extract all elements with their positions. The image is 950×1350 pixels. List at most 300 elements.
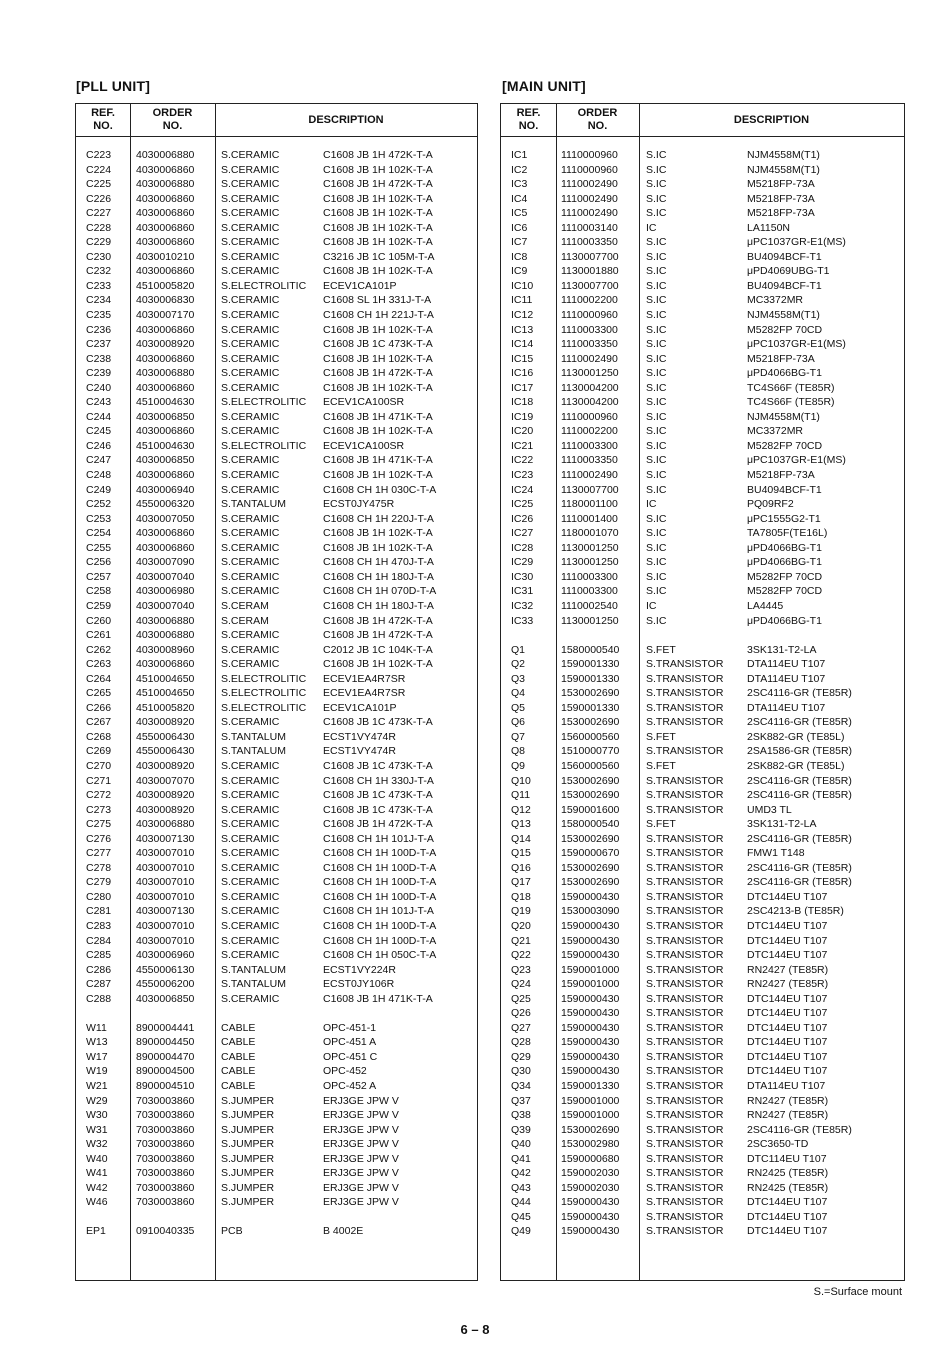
part-number-cell: C1608 JB 1C 473K-T-A bbox=[323, 789, 433, 802]
order-no-cell: 4030006940 bbox=[136, 483, 195, 496]
ref-no-cell: C259 bbox=[86, 599, 112, 612]
type-cell: S.IC bbox=[646, 163, 667, 176]
type-cell: S.TRANSISTOR bbox=[646, 861, 724, 874]
order-no-cell: 4030006850 bbox=[136, 454, 195, 467]
type-cell: S.TRANSISTOR bbox=[646, 1080, 724, 1092]
table-row bbox=[76, 759, 477, 774]
order-no-cell: 8900004441 bbox=[136, 1021, 195, 1034]
part-number-cell: OPC-451 A bbox=[323, 1036, 377, 1049]
ref-no-cell: Q11 bbox=[511, 789, 531, 802]
table-row bbox=[501, 1181, 904, 1196]
order-no-cell: 1590000430 bbox=[561, 992, 620, 1005]
type-cell: S.JUMPER bbox=[221, 1181, 275, 1194]
order-no-cell: 1580000540 bbox=[561, 818, 620, 831]
ref-no-cell: IC5 bbox=[511, 207, 528, 220]
ref-no-cell: C278 bbox=[86, 861, 112, 874]
part-number-cell: DTC144EU T107 bbox=[747, 1021, 828, 1034]
ref-no-cell: Q29 bbox=[511, 1050, 531, 1063]
table-row bbox=[76, 788, 477, 803]
part-number-cell: μPC1555G2-T1 bbox=[747, 512, 821, 525]
order-no-cell: 4030007040 bbox=[136, 570, 195, 583]
order-no-cell: 4550006430 bbox=[136, 745, 195, 758]
ref-no-cell: C245 bbox=[86, 425, 112, 438]
order-no-cell: 1110002200 bbox=[561, 425, 618, 438]
part-number-cell: 2SC4116-GR (TE85R) bbox=[747, 1123, 852, 1136]
table-row bbox=[501, 555, 904, 570]
table-row bbox=[76, 468, 477, 483]
table-row bbox=[501, 1166, 904, 1181]
table-row bbox=[76, 934, 477, 949]
table-row bbox=[501, 148, 904, 163]
order-no-cell: 4030006860 bbox=[136, 192, 195, 205]
type-cell: S.CERAMIC bbox=[221, 847, 280, 860]
ref-no-cell: IC18 bbox=[511, 396, 534, 409]
type-cell: S.CERAMIC bbox=[221, 367, 280, 380]
order-no-cell: 1130007700 bbox=[561, 250, 619, 263]
part-number-cell: C1608 JB 1H 102K-T-A bbox=[323, 541, 433, 554]
type-cell: S.TRANSISTOR bbox=[646, 1007, 724, 1020]
part-number-cell: M5218FP-73A bbox=[747, 192, 815, 205]
ref-no-cell: Q9 bbox=[511, 759, 526, 772]
table-row bbox=[501, 628, 904, 643]
part-number-cell: DTA114EU T107 bbox=[747, 672, 826, 685]
type-cell: S.CERAMIC bbox=[221, 250, 280, 263]
ref-no-cell: C255 bbox=[86, 541, 112, 554]
part-number-cell: ECEV1CA100SR bbox=[323, 396, 405, 409]
part-number-cell: ECEV1CA100SR bbox=[323, 439, 405, 452]
order-no-cell: 4030006830 bbox=[136, 294, 195, 307]
ref-no-cell: Q18 bbox=[511, 890, 531, 903]
part-number-cell: C1608 CH 1H 100D-T-A bbox=[323, 934, 437, 947]
main-unit-title: [MAIN UNIT] bbox=[502, 78, 586, 94]
type-cell: S.CERAMIC bbox=[221, 381, 280, 394]
ref-no-cell: C264 bbox=[86, 672, 112, 685]
order-no-cell: 1590001000 bbox=[561, 1109, 620, 1122]
table-row bbox=[501, 1224, 904, 1239]
order-no-cell: 4030006860 bbox=[136, 163, 195, 176]
type-cell: S.CERAMIC bbox=[221, 149, 280, 161]
type-cell: S.CERAMIC bbox=[221, 236, 280, 249]
order-no-cell: 1130001250 bbox=[561, 614, 619, 627]
order-no-cell: 1110001400 bbox=[561, 512, 618, 525]
order-no-cell: 1110000960 bbox=[561, 410, 618, 423]
order-no-cell: 1110002490 bbox=[561, 207, 618, 220]
type-cell: S.IC bbox=[646, 570, 667, 583]
order-no-cell: 1110003350 bbox=[561, 454, 618, 467]
ref-no-cell: Q41 bbox=[511, 1152, 531, 1165]
part-number-cell: C2012 JB 1C 104K-T-A bbox=[323, 643, 433, 656]
table-row bbox=[501, 352, 904, 367]
part-number-cell: DTC144EU T107 bbox=[747, 890, 828, 903]
type-cell: S.FET bbox=[646, 818, 676, 831]
table-row bbox=[76, 366, 477, 381]
ref-no-cell: Q24 bbox=[511, 978, 531, 991]
table-row bbox=[501, 526, 904, 541]
ref-no-cell: C266 bbox=[86, 701, 112, 714]
type-cell: S.TRANSISTOR bbox=[646, 1167, 724, 1180]
ref-no-cell: IC3 bbox=[511, 178, 528, 191]
type-cell: S.CERAMIC bbox=[221, 759, 280, 772]
ref-no-cell: IC27 bbox=[511, 527, 534, 540]
order-no-cell: 4030007050 bbox=[136, 512, 195, 525]
order-no-cell: 1110002490 bbox=[561, 178, 618, 191]
table-row bbox=[76, 323, 477, 338]
part-number-cell: ERJ3GE JPW V bbox=[323, 1094, 399, 1107]
type-cell: S.IC bbox=[646, 294, 667, 307]
order-no-cell: 1590002030 bbox=[561, 1181, 620, 1194]
order-no-cell: 1530002690 bbox=[561, 861, 620, 874]
order-no-cell: 1530002690 bbox=[561, 1123, 620, 1136]
part-number-cell: 2SC4116-GR (TE85R) bbox=[747, 861, 852, 874]
part-number-cell: C1608 JB 1H 102K-T-A bbox=[323, 163, 433, 176]
ref-no-cell: IC21 bbox=[511, 439, 534, 452]
table-row bbox=[76, 1210, 477, 1225]
ref-no-cell: Q20 bbox=[511, 919, 531, 932]
part-number-cell: M5282FP 70CD bbox=[747, 323, 823, 336]
type-cell: S.IC bbox=[646, 396, 667, 409]
type-cell: IC bbox=[646, 599, 657, 612]
order-no-cell: 1130004200 bbox=[561, 381, 619, 394]
ref-no-cell: Q45 bbox=[511, 1210, 531, 1223]
type-cell: S.TRANSISTOR bbox=[646, 1181, 724, 1194]
ref-no-cell: C271 bbox=[86, 774, 112, 787]
part-number-cell: RN2427 (TE85R) bbox=[747, 1094, 829, 1107]
table-row bbox=[76, 817, 477, 832]
table-row bbox=[76, 483, 477, 498]
order-no-cell: 4510005820 bbox=[136, 701, 195, 714]
part-number-cell: C1608 CH 1H 100D-T-A bbox=[323, 919, 437, 932]
order-no-cell: 1110000960 bbox=[561, 309, 618, 322]
table-row bbox=[501, 934, 904, 949]
part-number-cell: RN2427 (TE85R) bbox=[747, 963, 829, 976]
table-row bbox=[501, 512, 904, 527]
ref-no-cell: C253 bbox=[86, 512, 112, 525]
ref-no-cell: W40 bbox=[86, 1152, 108, 1165]
ref-no-cell: IC14 bbox=[511, 338, 534, 351]
order-no-cell: 1110003300 bbox=[561, 570, 618, 583]
ref-no-cell: Q13 bbox=[511, 818, 531, 831]
type-cell: S.IC bbox=[646, 323, 667, 336]
order-no-cell: 1580000540 bbox=[561, 643, 620, 656]
order-no-cell: 4550006130 bbox=[136, 963, 195, 976]
type-cell: S.FET bbox=[646, 759, 676, 772]
ref-no-cell: Q7 bbox=[511, 730, 526, 743]
part-number-cell: μPD4066BG-T1 bbox=[747, 367, 822, 380]
ref-no-cell: IC31 bbox=[511, 585, 534, 598]
type-cell: S.CERAMIC bbox=[221, 178, 280, 191]
ref-no-cell: IC4 bbox=[511, 192, 528, 205]
type-cell: S.CERAMIC bbox=[221, 861, 280, 874]
table-row bbox=[501, 1006, 904, 1021]
ref-no-cell: W46 bbox=[86, 1196, 108, 1209]
order-no-cell: 4030007010 bbox=[136, 861, 195, 874]
ref-no-cell: C280 bbox=[86, 890, 112, 903]
type-cell: S.ELECTROLITIC bbox=[221, 701, 307, 714]
table-row bbox=[501, 832, 904, 847]
table-row bbox=[501, 453, 904, 468]
order-no-cell: 1590001330 bbox=[561, 658, 620, 671]
order-no-cell: 1110003300 bbox=[561, 585, 618, 598]
ref-no-cell: IC8 bbox=[511, 250, 528, 263]
type-cell: S.CERAMIC bbox=[221, 803, 280, 816]
page-number: 6 – 8 bbox=[460, 1322, 490, 1337]
type-cell: S.CERAMIC bbox=[221, 643, 280, 656]
ref-no-cell: IC2 bbox=[511, 163, 528, 176]
type-cell: S.CERAMIC bbox=[221, 818, 280, 831]
order-no-cell: 1590000430 bbox=[561, 919, 620, 932]
order-no-header: ORDER NO. bbox=[152, 107, 193, 132]
type-cell: S.CERAMIC bbox=[221, 934, 280, 947]
table-row bbox=[501, 1064, 904, 1079]
part-number-cell: C1608 JB 1H 102K-T-A bbox=[323, 527, 433, 540]
part-number-cell: RN2425 (TE85R) bbox=[747, 1181, 829, 1194]
table-row bbox=[76, 584, 477, 599]
part-number-cell: RN2425 (TE85R) bbox=[747, 1167, 829, 1180]
table-row bbox=[76, 526, 477, 541]
type-cell: S.TANTALUM bbox=[221, 978, 286, 991]
table-row bbox=[501, 1021, 904, 1036]
order-no-cell: 1110002490 bbox=[561, 192, 618, 205]
ref-no-cell: Q16 bbox=[511, 861, 531, 874]
ref-no-cell: C288 bbox=[86, 992, 112, 1005]
part-number-cell: DTC144EU T107 bbox=[747, 1065, 828, 1078]
type-cell: S.ELECTROLITIC bbox=[221, 687, 307, 700]
ref-no-cell: C234 bbox=[86, 294, 112, 307]
type-cell: CABLE bbox=[221, 1080, 256, 1092]
type-cell: S.CERAMIC bbox=[221, 905, 280, 918]
table-row bbox=[501, 192, 904, 207]
table-row bbox=[501, 337, 904, 352]
type-cell: S.CERAM bbox=[221, 599, 269, 612]
type-cell: S.TRANSISTOR bbox=[646, 919, 724, 932]
order-no-cell: 4030006860 bbox=[136, 541, 195, 554]
order-no-cell: 4030007010 bbox=[136, 919, 195, 932]
part-number-cell: PQ09RF2 bbox=[747, 498, 794, 511]
part-number-cell: NJM4558M(T1) bbox=[747, 163, 820, 176]
order-no-cell: 1110000960 bbox=[561, 149, 618, 161]
type-cell: S.TRANSISTOR bbox=[646, 934, 724, 947]
table-row bbox=[76, 861, 477, 876]
order-no-cell: 4030007010 bbox=[136, 847, 195, 860]
table-row bbox=[76, 977, 477, 992]
type-cell: S.CERAMIC bbox=[221, 221, 280, 234]
ref-no-cell: C263 bbox=[86, 658, 112, 671]
order-no-cell: 1590000430 bbox=[561, 949, 620, 962]
table-row bbox=[501, 541, 904, 556]
order-no-cell: 1590000680 bbox=[561, 1152, 620, 1165]
type-cell: S.CERAMIC bbox=[221, 410, 280, 423]
part-number-cell: ERJ3GE JPW V bbox=[323, 1181, 399, 1194]
type-cell: S.ELECTROLITIC bbox=[221, 439, 307, 452]
order-no-cell: 4030008920 bbox=[136, 789, 195, 802]
ref-no-cell: Q10 bbox=[511, 774, 531, 787]
part-number-cell: C1608 CH 1H 180J-T-A bbox=[323, 599, 434, 612]
order-no-cell: 4510004650 bbox=[136, 687, 195, 700]
order-no-cell: 4030006880 bbox=[136, 149, 195, 161]
type-cell: S.CERAMIC bbox=[221, 585, 280, 598]
type-cell: S.IC bbox=[646, 250, 667, 263]
type-cell: S.IC bbox=[646, 410, 667, 423]
part-number-cell: RN2427 (TE85R) bbox=[747, 1109, 829, 1122]
table-row bbox=[501, 497, 904, 512]
part-number-cell: MC3372MR bbox=[747, 425, 804, 438]
part-number-cell: C1608 CH 1H 030C-T-A bbox=[323, 483, 437, 496]
type-cell: S.JUMPER bbox=[221, 1094, 275, 1107]
ref-no-cell: C237 bbox=[86, 338, 112, 351]
type-cell: S.JUMPER bbox=[221, 1167, 275, 1180]
ref-no-cell: C239 bbox=[86, 367, 112, 380]
ref-no-cell: IC24 bbox=[511, 483, 534, 496]
order-no-cell: 1590000430 bbox=[561, 1021, 620, 1034]
order-no-cell: 4510004630 bbox=[136, 396, 195, 409]
order-no-cell: 4030007130 bbox=[136, 905, 195, 918]
ref-no-cell: IC33 bbox=[511, 614, 534, 627]
table-row bbox=[76, 1064, 477, 1079]
ref-no-cell: C243 bbox=[86, 396, 112, 409]
table-row bbox=[76, 1152, 477, 1167]
order-no-cell: 4510004630 bbox=[136, 439, 195, 452]
part-number-cell: TA7805F(TE16L) bbox=[747, 527, 828, 540]
type-cell: S.TRANSISTOR bbox=[646, 687, 724, 700]
order-no-cell: 7030003860 bbox=[136, 1138, 195, 1151]
type-cell: S.TANTALUM bbox=[221, 498, 286, 511]
part-number-cell: ECST0JY106R bbox=[323, 978, 395, 991]
ref-no-cell: Q30 bbox=[511, 1065, 531, 1078]
order-no-cell: 4030006860 bbox=[136, 658, 195, 671]
order-no-cell: 4030006860 bbox=[136, 221, 195, 234]
table-row bbox=[76, 730, 477, 745]
order-no-cell: 1590001000 bbox=[561, 963, 620, 976]
ref-no-cell: C238 bbox=[86, 352, 112, 365]
table-row bbox=[501, 963, 904, 978]
table-row bbox=[501, 875, 904, 890]
order-no-cell: 1110002200 bbox=[561, 294, 618, 307]
part-number-cell: 2SA1586-GR (TE85R) bbox=[747, 745, 853, 758]
part-number-cell: ECST1VY474R bbox=[323, 730, 396, 743]
table-row bbox=[76, 1195, 477, 1210]
footnote: S.=Surface mount bbox=[813, 1286, 902, 1298]
part-number-cell: C1608 SL 1H 331J-T-A bbox=[323, 294, 432, 307]
type-cell: S.IC bbox=[646, 207, 667, 220]
table-row bbox=[501, 410, 904, 425]
order-no-cell: 1590001000 bbox=[561, 1094, 620, 1107]
table-row bbox=[76, 701, 477, 716]
part-number-cell: C1608 JB 1H 472K-T-A bbox=[323, 178, 433, 191]
ref-no-cell: Q21 bbox=[511, 934, 531, 947]
type-cell: S.IC bbox=[646, 178, 667, 191]
type-cell: S.TRANSISTOR bbox=[646, 1152, 724, 1165]
ref-no-cell: IC19 bbox=[511, 410, 534, 423]
order-no-cell: 4030007090 bbox=[136, 556, 195, 569]
order-no-cell: 4030006850 bbox=[136, 992, 195, 1005]
part-number-cell: μPD4066BG-T1 bbox=[747, 556, 822, 569]
part-number-cell: DTC144EU T107 bbox=[747, 992, 828, 1005]
ref-no-cell: W42 bbox=[86, 1181, 108, 1194]
description-header: DESCRIPTION bbox=[308, 114, 384, 126]
table-row bbox=[76, 163, 477, 178]
type-cell: IC bbox=[646, 498, 657, 511]
part-number-cell: C1608 CH 1H 100D-T-A bbox=[323, 890, 437, 903]
ref-no-cell: IC12 bbox=[511, 309, 534, 322]
type-cell: S.CERAMIC bbox=[221, 192, 280, 205]
table-row bbox=[501, 803, 904, 818]
part-number-cell: C1608 JB 1H 102K-T-A bbox=[323, 469, 433, 482]
description-header: DESCRIPTION bbox=[733, 114, 810, 126]
ref-no-cell: C256 bbox=[86, 556, 112, 569]
table-row bbox=[76, 1079, 477, 1094]
ref-no-cell: C228 bbox=[86, 221, 112, 234]
part-number-cell: C1608 JB 1C 473K-T-A bbox=[323, 759, 433, 772]
part-number-cell: C1608 JB 1H 102K-T-A bbox=[323, 658, 433, 671]
ref-no-cell: C254 bbox=[86, 527, 112, 540]
order-no-cell: 7030003860 bbox=[136, 1094, 195, 1107]
part-number-cell: FMW1 T148 bbox=[747, 847, 805, 860]
part-number-cell: DTA114EU T107 bbox=[747, 658, 826, 671]
ref-no-cell: C261 bbox=[86, 629, 112, 642]
ref-no-cell: IC15 bbox=[511, 352, 534, 365]
part-number-cell: DTC144EU T107 bbox=[747, 919, 828, 932]
type-cell: S.TRANSISTOR bbox=[646, 1196, 724, 1209]
order-no-cell: 7030003860 bbox=[136, 1123, 195, 1136]
ref-no-cell: C272 bbox=[86, 789, 112, 802]
type-cell: S.CERAMIC bbox=[221, 570, 280, 583]
part-number-cell: C1608 JB 1H 102K-T-A bbox=[323, 236, 433, 249]
type-cell: IC bbox=[646, 221, 657, 234]
part-number-cell: μPC1037GR-E1(MS) bbox=[747, 338, 846, 351]
ref-no-cell: Q3 bbox=[511, 672, 526, 685]
table-row bbox=[76, 308, 477, 323]
type-cell: S.CERAMIC bbox=[221, 629, 280, 642]
part-number-cell: ECEV1CA101P bbox=[323, 279, 397, 292]
table-row bbox=[501, 235, 904, 250]
part-number-cell: B 4002E bbox=[323, 1225, 364, 1238]
type-cell: S.IC bbox=[646, 483, 667, 496]
table-row bbox=[76, 352, 477, 367]
part-number-cell: C1608 JB 1C 473K-T-A bbox=[323, 716, 433, 729]
ref-no-cell: C249 bbox=[86, 483, 112, 496]
table-row bbox=[501, 1094, 904, 1109]
order-no-header: ORDER NO. bbox=[577, 107, 618, 132]
order-no-cell: 1590000670 bbox=[561, 847, 620, 860]
order-no-cell: 1590000430 bbox=[561, 934, 620, 947]
ref-no-cell: C257 bbox=[86, 570, 112, 583]
part-number-cell: LA4445 bbox=[747, 599, 784, 612]
type-cell: S.FET bbox=[646, 730, 676, 743]
part-number-cell: ECEV1EA4R7SR bbox=[323, 687, 406, 700]
type-cell: S.CERAMIC bbox=[221, 483, 280, 496]
order-no-cell: 1180001100 bbox=[561, 498, 618, 511]
ref-no-cell: Q28 bbox=[511, 1036, 531, 1049]
type-cell: S.IC bbox=[646, 541, 667, 554]
order-no-cell: 1530002690 bbox=[561, 876, 620, 889]
order-no-cell: 4030006860 bbox=[136, 265, 195, 278]
order-no-cell: 1180001070 bbox=[561, 527, 619, 540]
part-number-cell: μPD4066BG-T1 bbox=[747, 614, 822, 627]
table-row bbox=[76, 614, 477, 629]
type-cell: S.TRANSISTOR bbox=[646, 1225, 724, 1238]
table-row bbox=[501, 657, 904, 672]
part-number-cell: M5282FP 70CD bbox=[747, 585, 823, 598]
part-number-cell: DTA114EU T107 bbox=[747, 1080, 826, 1092]
ref-no-cell: C287 bbox=[86, 978, 112, 991]
order-no-cell: 4550006430 bbox=[136, 730, 195, 743]
ref-no-cell: C226 bbox=[86, 192, 112, 205]
table-row bbox=[501, 439, 904, 454]
ref-no-cell: C268 bbox=[86, 730, 112, 743]
part-number-cell: C1608 CH 1H 100D-T-A bbox=[323, 847, 437, 860]
table-row bbox=[76, 424, 477, 439]
order-no-cell: 1590000430 bbox=[561, 890, 620, 903]
